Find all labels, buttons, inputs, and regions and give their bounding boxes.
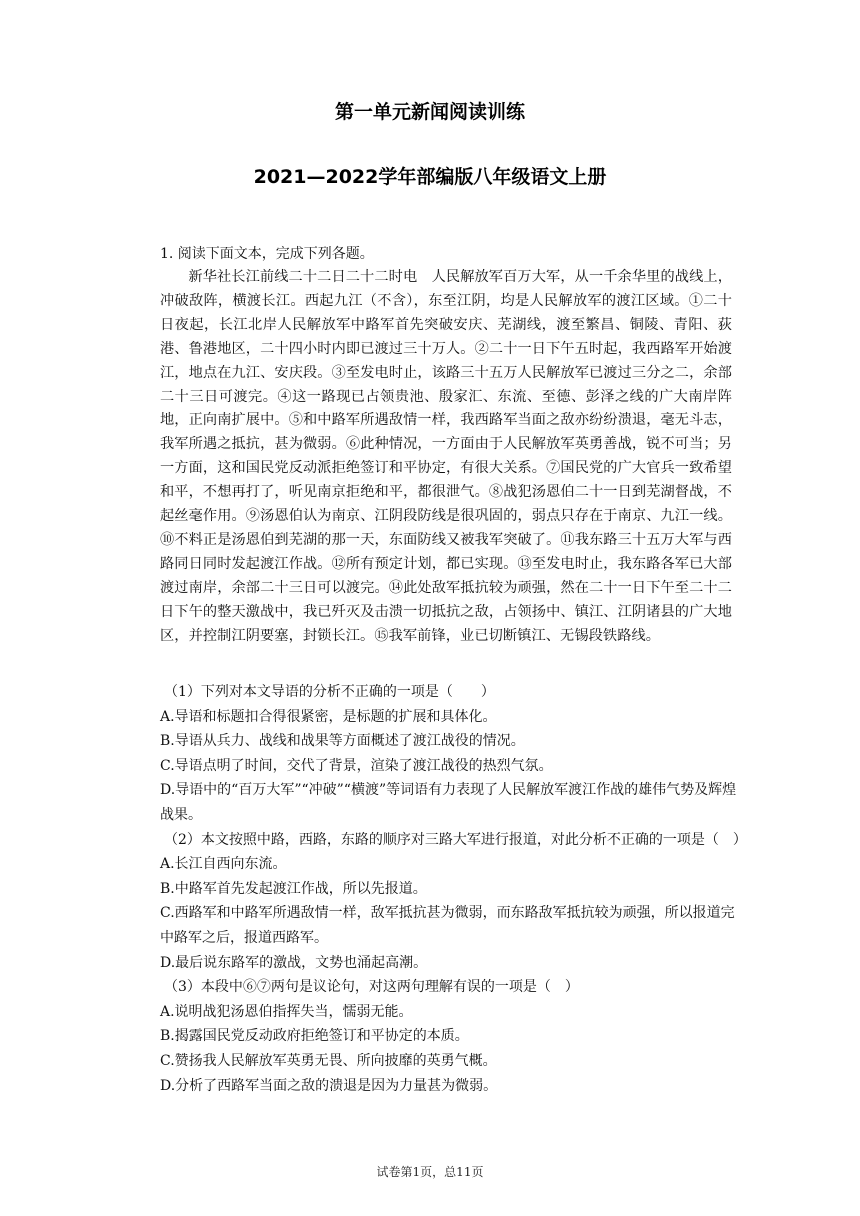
question-intro: 1. 阅读下面文本，完成下列各题。	[160, 246, 374, 262]
option-c: C.西路军和中路军所遇敌情一样，敌军抵抗甚为微弱，而东路敌军抵抗较为顽强，所以报道完中路军之后，报道西路军。	[160, 905, 735, 946]
option-a: A.说明战犯汤恩伯指挥失当，懦弱无能。	[160, 1003, 413, 1020]
question-list	[160, 680, 747, 1098]
page-title: 第一单元新闻阅读训练	[334, 101, 525, 123]
option-d: D.分析了西路军当面之敌的溃退是因为力量甚为微弱。	[160, 1077, 498, 1094]
option-b: B.中路军首先发起渡江作战，所以先报道。	[160, 880, 427, 897]
question-block	[160, 975, 740, 1098]
option-a: A.导语和标题扣合得很紧密，是标题的扩展和具体化。	[160, 708, 497, 725]
option-d: D.导语中的“百万大军”“冲破”“横渡”等词语有力表现了人民解放军渡江作战的雄伟气势及辉煌战果。	[160, 782, 737, 823]
page-footer: 试卷第1页，总11页	[376, 1165, 484, 1179]
option-c: C.导语点明了时间，交代了背景，渲染了渡江战役的热烈气氛。	[160, 757, 553, 774]
option-b: B.揭露国民党反动政府拒绝签订和平协定的本质。	[160, 1028, 469, 1045]
option-c: C.赞扬我人民解放军英勇无畏、所向披靡的英勇气概。	[160, 1052, 497, 1069]
question-stem: （3）本段中⑥⑦两句是议论句，对这两句理解有误的一项是（ ）	[164, 979, 579, 996]
question-stem: （1）下列对本文导语的分析不正确的一项是（ ）	[164, 684, 495, 700]
option-d: D.最后说东路军的激战，文势也涌起高潮。	[160, 954, 428, 971]
question-block	[160, 828, 747, 976]
question-stem: （2）本文按照中路，西路，东路的顺序对三路大军进行报道，对此分析不正确的一项是（ ）	[164, 831, 747, 848]
reading-passage: 新华社长江前线二十二日二十二时电 人民解放军百万大军，从一千余华里的战线上，冲破敌阵，横渡长江。西起九江（不含），东至江阴，均是人民解放军的渡江区域。①二十日夜起，长江北岸人民解放军中路军首先突破安庆、芜湖线，渡至繁昌、铜陵、青阳、荻港、鲁港地区，二十四小时内即已渡过三十万人。②二十一日下午五时起，我西路军开始渡江，地点在九江、安庆段。③至发电时止，该路三十五万人民解放军已渡过三分之二，余部二十三日可渡完。④这一路现已占领贵池、殷家汇、东流、至德、彭泽之线的广大南岸阵地，正向南扩展中。⑤和中路军所遇敌情一样，我西路军当面之敌亦纷纷溃退，毫无斗志，我军所遇之抵抗，甚为微弱。⑥此种情况，一方面由于人民解放军英勇善战，锐不可当；另一方面，这和国民党反动派拒绝签订和平协定，有很大关系。⑦国民党的广大官兵一致希望和平，不想再打了，听见南京拒绝和平，都很泄气。⑧战犯汤恩伯二十一日到芜湖督战，不起丝毫作用。⑨汤恩伯认为南京、江阴段防线是很巩固的，弱点只存在于南京、九江一线。⑩不料正是汤恩伯到芜湖的那一天，东面防线又被我军突破了。⑪我东路三十五万大军与西路同日同时发起渡江作战。⑫所有预定计划，都已实现。⑬至发电时止，我东路各军已大部渡过南岸，余部二十三日可以渡完。⑭此处敌军抵抗较为顽强，然在二十一日下午至二十二日下午的整天激战中，我已歼灭及击溃一切抵抗之敌，占领扬中、镇江、江阴诸县的广大地区，并控制江阴要塞，封锁长江。⑮我军前锋，业已切断镇江、无锡段铁路线。	[160, 269, 732, 644]
page-subtitle: 2021—2022学年部编版八年级语文上册	[253, 166, 607, 188]
option-a: A.长江自西向东流。	[160, 856, 287, 873]
question-block	[160, 680, 740, 828]
option-b: B.导语从兵力、战线和战果等方面概述了渡江战役的情况。	[160, 733, 525, 750]
